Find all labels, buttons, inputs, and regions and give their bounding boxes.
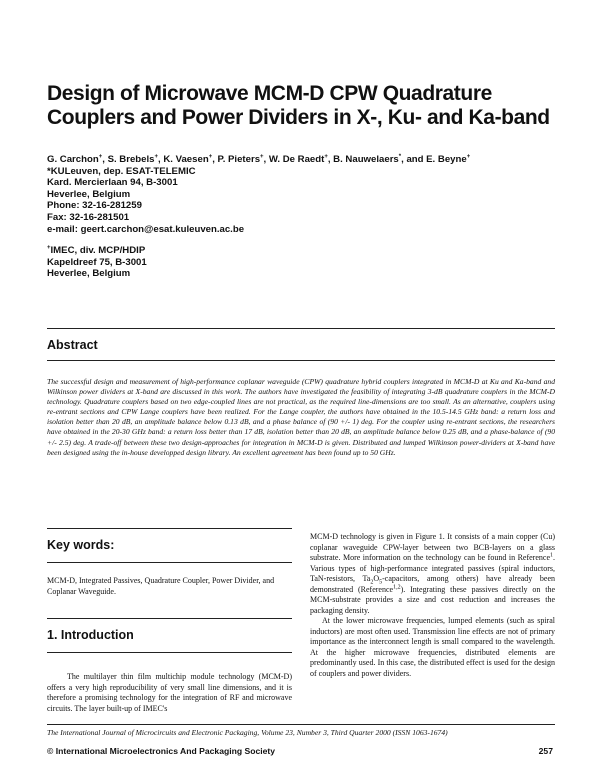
- body-paragraph: At the lower microwave frequencies, lumped elements (such as spiral inductors) are most often used. Transmission line effects are not of primary importance as the interconnect length is small compared to the wavelength. At the higher microwave frequencies, distributed elements are predominantly used. In this case, the distributed effect is used for the design of couplers and power dividers.: [310, 616, 555, 678]
- paper-title: Design of Microwave MCM-D CPW Quadrature Couplers and Power Dividers in X-, Ku- and Ka-band: [47, 82, 550, 130]
- author-name: , K. Vaesen: [158, 154, 209, 165]
- text-run: . Various types of high-performance integrated passives (spiral inductors, TaN-resistors, Ta: [310, 553, 555, 583]
- affiliation-address: Kapeldreef 75, B-3001: [47, 256, 147, 268]
- subscript: 2: [370, 579, 374, 586]
- affil-marker: *: [398, 153, 402, 160]
- copyright-notice: © International Microelectronics And Packaging Society: [47, 746, 276, 756]
- abstract-text: The successful design and measurement of high-performance coplanar waveguide (CPW) quadrature hybrid couplers integrated in MCM-D at Ku and Ka-band and Wilkinson power dividers at X-band are discussed in this work. The authors have investigated the feasibility of integrating 3-dB quadrature couplers in the MCM-D technology. Quadrature couplers based on two edge-coupled lines are not practical, as the required line-dimensions are too small. As an alternative, couplers using re-entrant sections and CPW Lange couplers have been realized. For the Lange coupler, the authors have obtained in the 10.5-14.5 GHz band: a return loss and isolation better than 20 dB, an amplitude balance below 0.13 dB, and a phase balance of (90 +/- 1) deg. For the coupler using re-entrant sections, the researchers have obtained in the 20-30 GHz band: a return loss better than 17 dB, isolation better than 20 dB, an amplitude balance below 0.25 dB, and a phase-balance of (90 +/- 2.5) deg. A trade-off between these two design-approaches for integration in MCM-D is given. Distributed and lumped Wilkinson power-dividers at X-band have been designed using the in-house developped design library. An excellent agreement has been found up to 50 GHz.: [47, 377, 555, 457]
- affil-text: KULeuven, dep. ESAT-TELEMIC: [50, 165, 196, 177]
- journal-citation: The International Journal of Microcircuits and Electronic Packaging, Volume 23, Number 3, Third Quarter 2000 (ISSN 1063-1674): [47, 728, 448, 737]
- affil-marker: *: [47, 165, 51, 177]
- author-name: , S. Brebels: [102, 154, 155, 165]
- affiliation-address: Heverlee, Belgium: [47, 188, 131, 200]
- affil-marker: +: [324, 153, 328, 160]
- affil-marker: +: [47, 244, 51, 251]
- affiliation-fax: Fax: 32-16-281501: [47, 211, 130, 223]
- keywords-top-rule: [47, 528, 292, 529]
- intro-bottom-rule: [47, 652, 292, 653]
- affiliation-address: Kard. Mercierlaan 94, B-3001: [47, 177, 178, 189]
- author-name: G. Carchon: [47, 154, 99, 165]
- author-name: , P. Pieters: [212, 154, 261, 165]
- text-run: -capacitors, among others) have already been demonstrated (Reference: [310, 574, 556, 594]
- affiliation-name: [47, 166, 567, 178]
- keywords-text: MCM-D, Integrated Passives, Quadrature Coupler, Power Divider, and Coplanar Waveguide.: [47, 576, 275, 596]
- subscript: 5: [379, 579, 383, 586]
- affiliation-address: Heverlee, Belgium: [47, 268, 131, 280]
- affil-marker: +: [154, 153, 159, 160]
- intro-text: The multilayer thin film multichip module technology (MCM-D) offers a very high reproducibility of very small line dimensions, and it is therefore a promising technology for the integration of RF and microwave circuits. The layer built-up of IMEC's: [47, 672, 292, 713]
- page-number: 257: [538, 746, 553, 756]
- reference-marker: 1,2: [393, 583, 401, 590]
- author-block: [47, 154, 567, 280]
- author-name: , W. De Raedt: [263, 154, 325, 165]
- affil-marker: +: [98, 153, 103, 160]
- abstract-top-rule: [47, 328, 555, 329]
- keywords-heading: Key words:: [47, 538, 115, 552]
- body-paragraph: [310, 532, 555, 616]
- affil-marker: +: [208, 153, 213, 160]
- intro-heading: 1. Introduction: [47, 628, 134, 642]
- affil-marker: +: [466, 153, 471, 160]
- affil-marker: +: [260, 153, 264, 160]
- affiliation-name: [47, 245, 567, 257]
- affiliation-email: e-mail: geert.carchon@esat.kuleuven.ac.be: [47, 223, 245, 235]
- abstract-heading: Abstract: [47, 338, 98, 352]
- intro-top-rule: [47, 618, 292, 619]
- text-run: MCM-D technology is given in Figure 1. It consists of a main copper (Cu) coplanar waveguide CPW-layer between two BCB-layers on a glass substrate. More information on the technology can be found in Reference: [310, 532, 555, 562]
- abstract-bottom-rule: [47, 360, 555, 361]
- author-name: , B. Nauwelaers: [327, 154, 399, 165]
- affiliation-phone: Phone: 32-16-281259: [47, 200, 142, 212]
- author-list: [47, 154, 567, 166]
- keywords-bottom-rule: [47, 562, 292, 563]
- reference-marker: 1: [550, 552, 553, 559]
- author-name: , and E. Beyne: [401, 154, 467, 165]
- affil-text: IMEC, div. MCP/HDIP: [50, 245, 146, 257]
- text-run: O: [373, 574, 380, 583]
- footer-rule: [47, 724, 555, 725]
- text-run: ). Integrating these passives directly on the MCM-substrate provides a size and cost reduction and increases the packaging density.: [310, 584, 555, 615]
- right-column: [310, 532, 555, 679]
